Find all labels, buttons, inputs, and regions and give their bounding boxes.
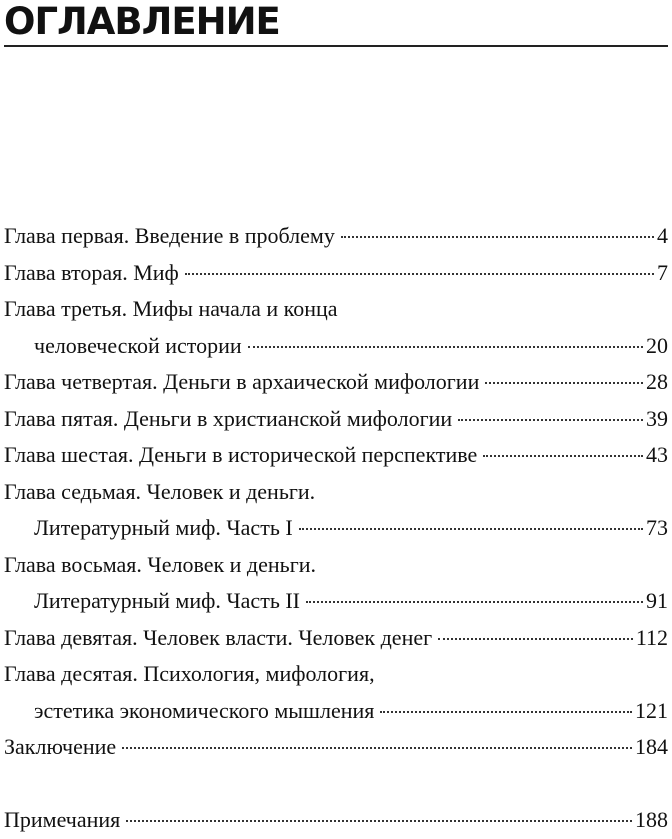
toc-entry-title: Глава десятая. Психология, мифология, xyxy=(4,661,375,686)
dot-leader xyxy=(122,747,632,749)
toc-entry-page: 28 xyxy=(646,369,668,394)
toc-entry-chapter-3-line-2[interactable] xyxy=(4,328,668,365)
dot-leader xyxy=(185,273,654,275)
toc-entry-title: Глава вторая. Миф xyxy=(4,259,179,285)
toc-entry-title: эстетика экономического мышления xyxy=(34,697,375,723)
toc-entry-chapter-4[interactable] xyxy=(4,364,668,401)
toc-entry-page: 4 xyxy=(657,223,668,248)
toc-entry-title: человеческой истории xyxy=(34,332,242,358)
toc-entry-chapter-10-line-2[interactable] xyxy=(4,693,668,730)
toc-entry-title: Глава шестая. Деньги в исторической перспективе xyxy=(4,442,478,467)
toc-entry-chapter-2[interactable] xyxy=(4,255,668,292)
dot-leader xyxy=(380,711,632,713)
title-rule xyxy=(4,45,668,47)
toc-entry-chapter-7-line-1[interactable] xyxy=(4,474,668,511)
dot-leader xyxy=(306,601,643,603)
toc-entry-title: Глава первая. Введение в проблему xyxy=(4,223,335,248)
toc-entry-page: 43 xyxy=(646,442,668,467)
toc-entry-page: 121 xyxy=(635,697,668,723)
toc-entry-chapter-6[interactable] xyxy=(4,437,668,474)
toc-entry-title: Литературный миф. Часть II xyxy=(34,588,300,613)
toc-entry-title: Глава восьмая. Человек и деньги. xyxy=(4,551,316,577)
dot-leader xyxy=(248,346,643,348)
toc-entry-page: 39 xyxy=(646,405,668,431)
toc-entry-chapter-7-line-2[interactable] xyxy=(4,510,668,547)
toc-entry-chapter-9[interactable] xyxy=(4,620,668,657)
toc-entry-chapter-8-line-2[interactable] xyxy=(4,583,668,620)
toc-entry-page: 7 xyxy=(657,259,668,285)
toc-entry-chapter-1[interactable] xyxy=(4,218,668,255)
toc-entry-page: 188 xyxy=(635,807,668,832)
toc-entry-title: Глава девятая. Человек власти. Человек денег xyxy=(4,624,433,650)
dot-leader xyxy=(341,236,654,238)
toc-entry-notes[interactable] xyxy=(4,802,668,839)
section-gap xyxy=(4,766,668,803)
table-of-contents xyxy=(4,218,668,839)
toc-entry-title: Литературный миф. Часть I xyxy=(34,515,293,540)
toc-entry-page: 20 xyxy=(646,332,668,358)
toc-entry-chapter-8-line-1[interactable] xyxy=(4,547,668,584)
toc-entry-chapter-3-line-1[interactable] xyxy=(4,291,668,328)
toc-entry-title: Глава третья. Мифы начала и конца xyxy=(4,296,338,321)
toc-entry-title: Примечания xyxy=(4,807,121,832)
dot-leader xyxy=(483,455,643,457)
dot-leader xyxy=(438,638,633,640)
toc-entry-title: Глава пятая. Деньги в христианской мифологии xyxy=(4,405,453,431)
toc-entry-conclusion[interactable] xyxy=(4,729,668,766)
page-title: ОГЛАВЛЕНИЕ xyxy=(4,0,280,43)
toc-entry-page: 184 xyxy=(635,734,668,759)
toc-entry-chapter-5[interactable] xyxy=(4,401,668,438)
toc-entry-title: Глава четвертая. Деньги в архаической мифологии xyxy=(4,369,480,394)
toc-entry-title: Заключение xyxy=(4,734,117,759)
dot-leader xyxy=(299,528,643,530)
toc-entry-chapter-10-line-1[interactable] xyxy=(4,656,668,693)
toc-entry-page: 112 xyxy=(635,624,668,650)
toc-entry-page: 73 xyxy=(646,515,668,540)
toc-entry-title: Глава седьмая. Человек и деньги. xyxy=(4,478,316,504)
toc-entry-page: 91 xyxy=(646,588,668,613)
dot-leader xyxy=(485,382,643,384)
dot-leader xyxy=(458,419,643,421)
dot-leader xyxy=(126,820,632,822)
